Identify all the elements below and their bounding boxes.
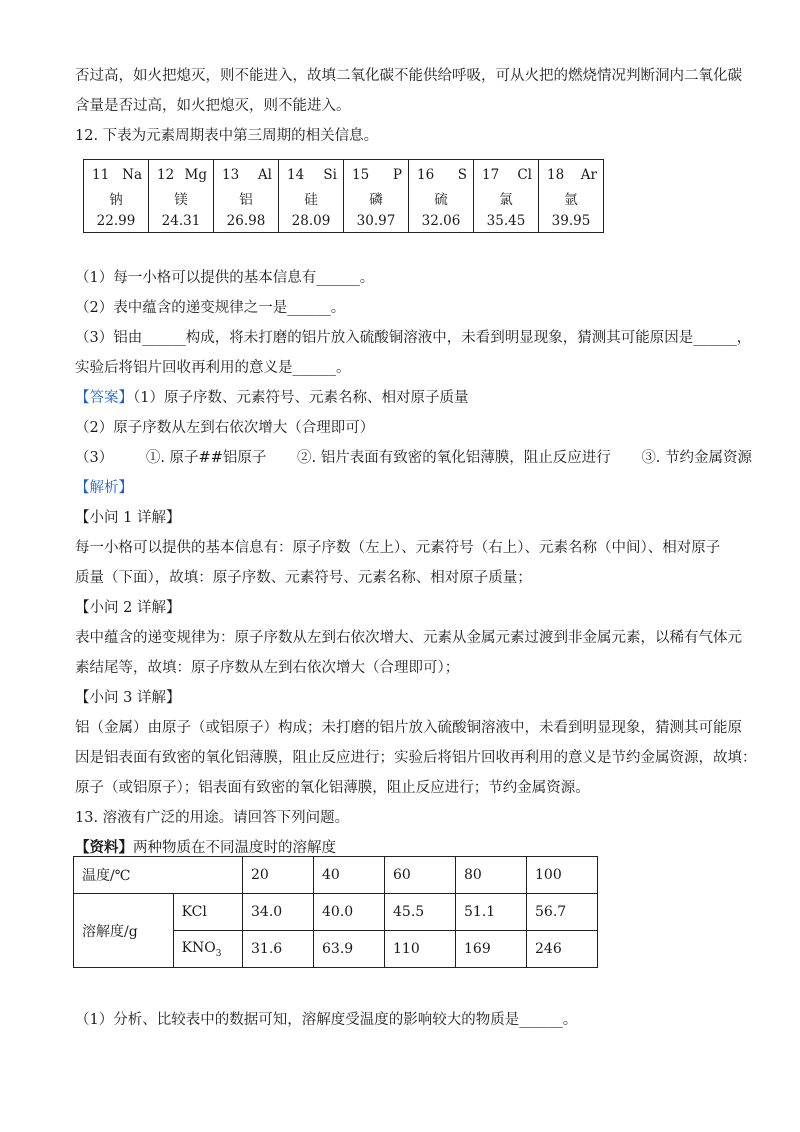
question-13-title: 13. 溶液有广泛的用途。请回答下列问题。 [75,810,350,826]
element-number: 14 [287,167,305,183]
kcl-value: 40.0 [314,894,385,931]
detail-2-heading: 【小问 2 详解】 [75,600,181,616]
element-symbol: Mg [184,167,207,183]
kcl-value: 51.1 [456,894,527,931]
element-name: 磷 [369,192,383,208]
resource-text: 两种物质在不同温度时的溶解度 [133,840,336,856]
intro-line-2: 含量是否过高，如火把熄灭，则不能进入。 [75,98,351,114]
analysis-tag: 【解析】 [75,480,133,496]
resource-tag: 【资料】 [75,839,133,856]
temperature-label: 温度/℃ [74,857,243,894]
q12-sub-2: （2）表中蕴含的递变规律之一是______。 [75,300,346,316]
element-cell [539,160,604,233]
answer-3-c: ③. 节约金属资源 [641,450,753,466]
element-symbol: Ar [580,167,597,183]
solubility-label: 溶解度/g [74,894,174,968]
element-number: 12 [157,167,175,183]
element-number: 18 [547,167,565,183]
detail-3-heading: 【小问 3 详解】 [75,690,181,706]
q13-sub-1: （1）分析、比较表中的数据可知，溶解度受温度的影响较大的物质是______。 [75,1012,578,1028]
element-mass: 26.98 [226,213,266,229]
temperature-row [74,857,598,894]
kno3-value: 246 [527,931,598,968]
kcl-value: 34.0 [243,894,314,931]
intro-line-1: 否过高，如火把熄灭，则不能进入，故填二氧化碳不能供给呼吸，可从火把的燃烧情况判断洞内二氧化碳 [75,68,742,84]
detail-3-line-1: 铝（金属）由原子（或铝原子）构成；未打磨的铝片放入硫酸铜溶液中，未看到明显现象，猜测其可能原 [75,720,742,736]
resource-line [75,836,336,857]
element-name: 氯 [499,192,513,208]
periodic-table-cells [84,160,604,233]
element-mass: 28.09 [291,213,331,229]
element-symbol: Na [122,167,142,183]
element-symbol: P [392,167,402,183]
element-number: 17 [482,167,500,183]
answer-3-a: ①. 原子##铝原子 [145,450,267,466]
kno3-label-sub: 3 [215,948,222,959]
solubility-table [73,856,598,968]
element-cell [474,160,539,233]
element-name: 硫 [434,192,448,208]
detail-2-line-1: 表中蕴含的递变规律为：原子序数从左到右依次增大、元素从金属元素过渡到非金属元素，以稀有气体元 [75,630,742,646]
question-12-title: 12. 下表为元素周期表中第三周期的相关信息。 [75,128,379,144]
element-symbol: Al [257,167,272,183]
temp-cell: 20 [243,857,314,894]
detail-1-heading: 【小问 1 详解】 [75,510,181,526]
q12-sub-3-line-1: （3）铝由______构成，将未打磨的铝片放入硫酸铜溶液中，未看到明显现象，猜测其可能原因是______， [75,330,752,346]
answer-3-b: ②. 铝片表面有致密的氧化铝薄膜，阻止反应进行 [296,450,611,466]
answer-block [75,386,468,407]
element-number: 15 [352,167,370,183]
answer-3-prefix: （3） [75,450,114,466]
element-cell [214,160,279,233]
kno3-label [173,931,242,968]
temp-cell: 40 [314,857,385,894]
answer-tag: 【答案】 [75,390,133,406]
temp-cell: 60 [385,857,456,894]
element-symbol: Cl [517,167,532,183]
element-number: 13 [222,167,240,183]
element-symbol: Si [323,167,337,183]
kno3-value: 110 [385,931,456,968]
kcl-label: KCl [173,894,242,931]
element-mass: 22.99 [96,213,136,229]
kno3-value: 63.9 [314,931,385,968]
element-name: 铝 [239,192,253,208]
element-cell [84,160,149,233]
temp-cell: 100 [527,857,598,894]
element-mass: 24.31 [161,213,201,229]
element-cell [149,160,214,233]
answer-1: （1）原子序数、元素符号、元素名称、相对原子质量 [133,390,469,406]
element-cell [344,160,409,233]
detail-2-line-2: 素结尾等，故填：原子序数从左到右依次增大（合理即可）； [75,660,460,676]
element-number: 16 [417,167,435,183]
kcl-value: 56.7 [527,894,598,931]
element-mass: 35.45 [486,213,526,229]
q12-sub-3-line-2: 实验后将铝片回收再利用的意义是______。 [75,360,351,376]
element-cell [409,160,474,233]
detail-3-line-3: 原子（或铝原子）；铝表面有致密的氧化铝薄膜，阻止反应进行；节约金属资源。 [75,780,590,796]
detail-3-line-2: 因是铝表面有致密的氧化铝薄膜，阻止反应进行；实验后将铝片回收再利用的意义是节约金属资源，故填： [75,750,757,766]
element-symbol: S [457,167,467,183]
kcl-row [74,894,598,931]
periodic-table-row [83,159,604,233]
element-mass: 39.95 [551,213,591,229]
kno3-value: 31.6 [243,931,314,968]
kcl-value: 45.5 [385,894,456,931]
element-name: 钠 [109,192,123,208]
kno3-label-main: KNO [181,939,216,956]
element-name: 氩 [564,192,578,208]
element-cell [279,160,344,233]
element-name: 镁 [174,192,188,208]
kno3-value: 169 [456,931,527,968]
element-mass: 32.06 [421,213,461,229]
q12-sub-1: （1）每一小格可以提供的基本信息有______。 [75,270,375,286]
answer-2: （2）原子序数从左到右依次增大（合理即可） [75,420,375,436]
element-name: 硅 [304,192,318,208]
element-number: 11 [92,167,110,183]
answer-3 [75,446,752,467]
element-mass: 30.97 [356,213,396,229]
detail-1-line-2: 质量（下面），故填：原子序数、元素符号、元素名称、相对原子质量； [75,570,532,586]
detail-1-line-1: 每一小格可以提供的基本信息有：原子序数（左上）、元素符号（右上）、元素名称（中间）、相对原子 [75,540,721,556]
temp-cell: 80 [456,857,527,894]
